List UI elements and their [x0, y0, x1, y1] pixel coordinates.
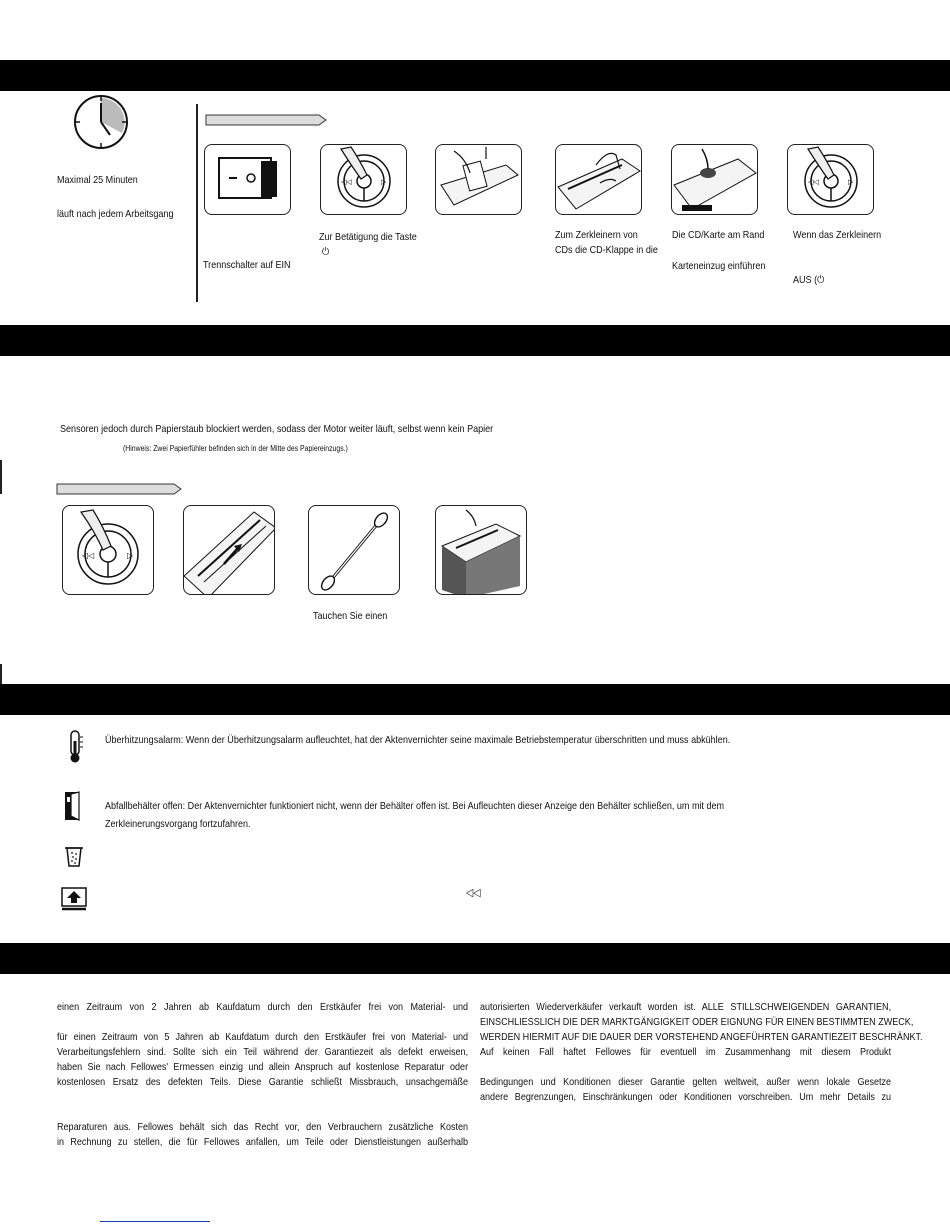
maintenance-label-arrow	[56, 483, 182, 495]
svg-text:◁◁: ◁◁	[82, 551, 95, 560]
warranty-line: Verarbeitungsfehlern sind. Sollte sich ein Teil während der Garantiezeit als defekt erweisen,	[57, 1046, 469, 1058]
warranty-line: andere Begrenzungen, Einschränkungen oder Konditionen vorschreiben. Um mehr Details zu	[480, 1091, 892, 1103]
cotton-swab-icon	[309, 506, 399, 594]
svg-text:▷: ▷	[381, 178, 387, 186]
section-header-bar-1	[0, 60, 950, 91]
footer-link-underline[interactable]	[100, 1221, 210, 1222]
card-insert-icon	[672, 145, 757, 214]
caption-swab: Tauchen Sie einen	[313, 610, 388, 622]
section-header-bar-3	[0, 684, 950, 715]
bin-open-text-2: Zerkleinerungsvorgang fortzufahren.	[105, 818, 251, 830]
steps-label-arrow	[205, 114, 327, 126]
timer-text-1: Maximal 25 Minuten	[57, 174, 138, 186]
warranty-line: kostenlosen Ersatz des defekten Teils. Diese Garantie schließt Missbrauch, unsachgemäße	[57, 1076, 469, 1088]
bin-open-icon	[62, 790, 84, 824]
bin-full-icon	[64, 845, 84, 867]
overheat-text: Überhitzungsalarm: Wenn der Überhitzungsalarm aufleuchtet, hat der Aktenvernichter seine maximale Betriebstemperatur überschritten und muss abkühlen.	[105, 734, 731, 746]
step-cd-flap	[555, 144, 642, 215]
caption-card-1: Die CD/Karte am Rand	[672, 229, 765, 241]
step-card-insert	[671, 144, 758, 215]
timer-text-2: läuft nach jedem Arbeitsgang	[57, 208, 174, 220]
warranty-right-column	[480, 1000, 923, 1105]
warranty-line: autorisierten Wiederverkäufer verkauft worden ist. ALLE STILLSCHWEIGENDEN GARANTIEN,	[480, 1001, 892, 1013]
svg-text:◁◁: ◁◁	[808, 178, 819, 186]
control-dial-icon	[63, 506, 153, 594]
shredder-icon	[436, 506, 526, 594]
caption-off-1: Wenn das Zerkleinern	[793, 229, 882, 241]
warranty-line: für einen Zeitraum von 5 Jahren ab Kaufdatum durch den Erstkäufer frei von Material- und	[57, 1031, 469, 1043]
warranty-line	[57, 1090, 468, 1105]
paper-feed-icon	[184, 506, 274, 594]
left-edge-mark	[0, 664, 2, 686]
step-insert-paper	[435, 144, 522, 215]
warranty-line	[57, 1105, 468, 1120]
maint-step-reverse	[62, 505, 154, 595]
step-control-button	[320, 144, 407, 215]
caption-cd-2: CDs die CD-Klappe in die	[555, 244, 658, 256]
caption-cd-1: Zum Zerkleinern von	[555, 229, 638, 241]
warranty-line: haben Sie nach Fellowes' Ermessen einzig und allein Anspruch auf kostenlose Reparatur oder	[57, 1061, 469, 1073]
bin-open-text-1: Abfallbehälter offen: Der Aktenvernichter funktioniert nicht, wenn der Behälter offen ist. Bei Aufleuchten dieser Anzeige den Behälter schließen, um mit dem	[105, 800, 725, 812]
caption-button-1: Zur Betätigung die Taste	[319, 231, 417, 243]
warranty-line	[57, 1015, 468, 1030]
warranty-line: Reparaturen aus. Fellowes behält sich das Recht vor, den Verbrauchern zusätzliche Kosten	[57, 1121, 469, 1133]
warranty-line: Auf keinen Fall haftet Fellowes für eventuell im Zusammenhang mit diesem Produkt	[480, 1046, 892, 1058]
warranty-line: WERDEN HIERMIT AUF DIE DAUER DER VORSTEHEND ANGEFÜHRTEN GARANTIEZEIT BESCHRÄNKT.	[480, 1031, 923, 1043]
sensor-text: Sensoren jedoch durch Papierstaub blockiert werden, sodass der Motor weiter läuft, selbst wenn kein Papier	[60, 423, 494, 435]
paper-insert-icon	[436, 145, 521, 214]
sensor-note: (Hinweis: Zwei Papierfühler befinden sich in der Mitte des Papiereinzugs.)	[123, 444, 348, 453]
left-edge-mark	[0, 460, 2, 494]
cd-flap-icon	[556, 145, 641, 214]
caption-card-2: Karteneinzug einführen	[672, 260, 766, 272]
warranty-line: EINSCHLIESSLICH DIE DER MARKTGÄNGIGKEIT ODER EIGNUNG FÜR EINEN BESTIMMTEN ZWECK,	[480, 1016, 914, 1028]
svg-text:▷: ▷	[848, 178, 854, 186]
svg-text:◁◁: ◁◁	[341, 178, 352, 186]
warranty-line: in Rechnung zu stellen, die für Fellowes anfallen, um Teile oder Dienstleistungen außerhalb	[57, 1136, 469, 1148]
caption-off-2: AUS (⏻	[793, 274, 825, 286]
warranty-line	[480, 1060, 891, 1075]
reverse-icon: ◁◁	[466, 887, 481, 899]
column-divider	[196, 104, 198, 302]
control-dial-icon	[788, 145, 873, 214]
warranty-line: einen Zeitraum von 2 Jahren ab Kaufdatum durch den Erstkäufer frei von Material- und	[57, 1001, 469, 1013]
paper-jam-icon	[60, 886, 88, 912]
warranty-line: Bedingungen und Konditionen dieser Garantie gelten weltweit, außer wenn lokale Gesetze	[480, 1076, 892, 1088]
rocker-switch-icon	[205, 145, 290, 214]
maint-step-feed	[183, 505, 275, 595]
thermometer-icon	[64, 729, 86, 763]
control-dial-icon	[321, 145, 406, 214]
maint-step-shredder	[435, 505, 527, 595]
warranty-left-column	[57, 1000, 468, 1150]
section-header-bar-2	[0, 325, 950, 356]
svg-text:▷: ▷	[127, 551, 134, 560]
power-icon: ⏻	[322, 246, 330, 258]
step-power-switch	[204, 144, 291, 215]
maint-step-swab	[308, 505, 400, 595]
power-icon: ⏻	[817, 274, 825, 286]
section-header-bar-4	[0, 943, 950, 974]
caption-switch: Trennschalter auf EIN	[203, 259, 291, 271]
timer-clock-icon	[72, 93, 130, 151]
step-off-button	[787, 144, 874, 215]
